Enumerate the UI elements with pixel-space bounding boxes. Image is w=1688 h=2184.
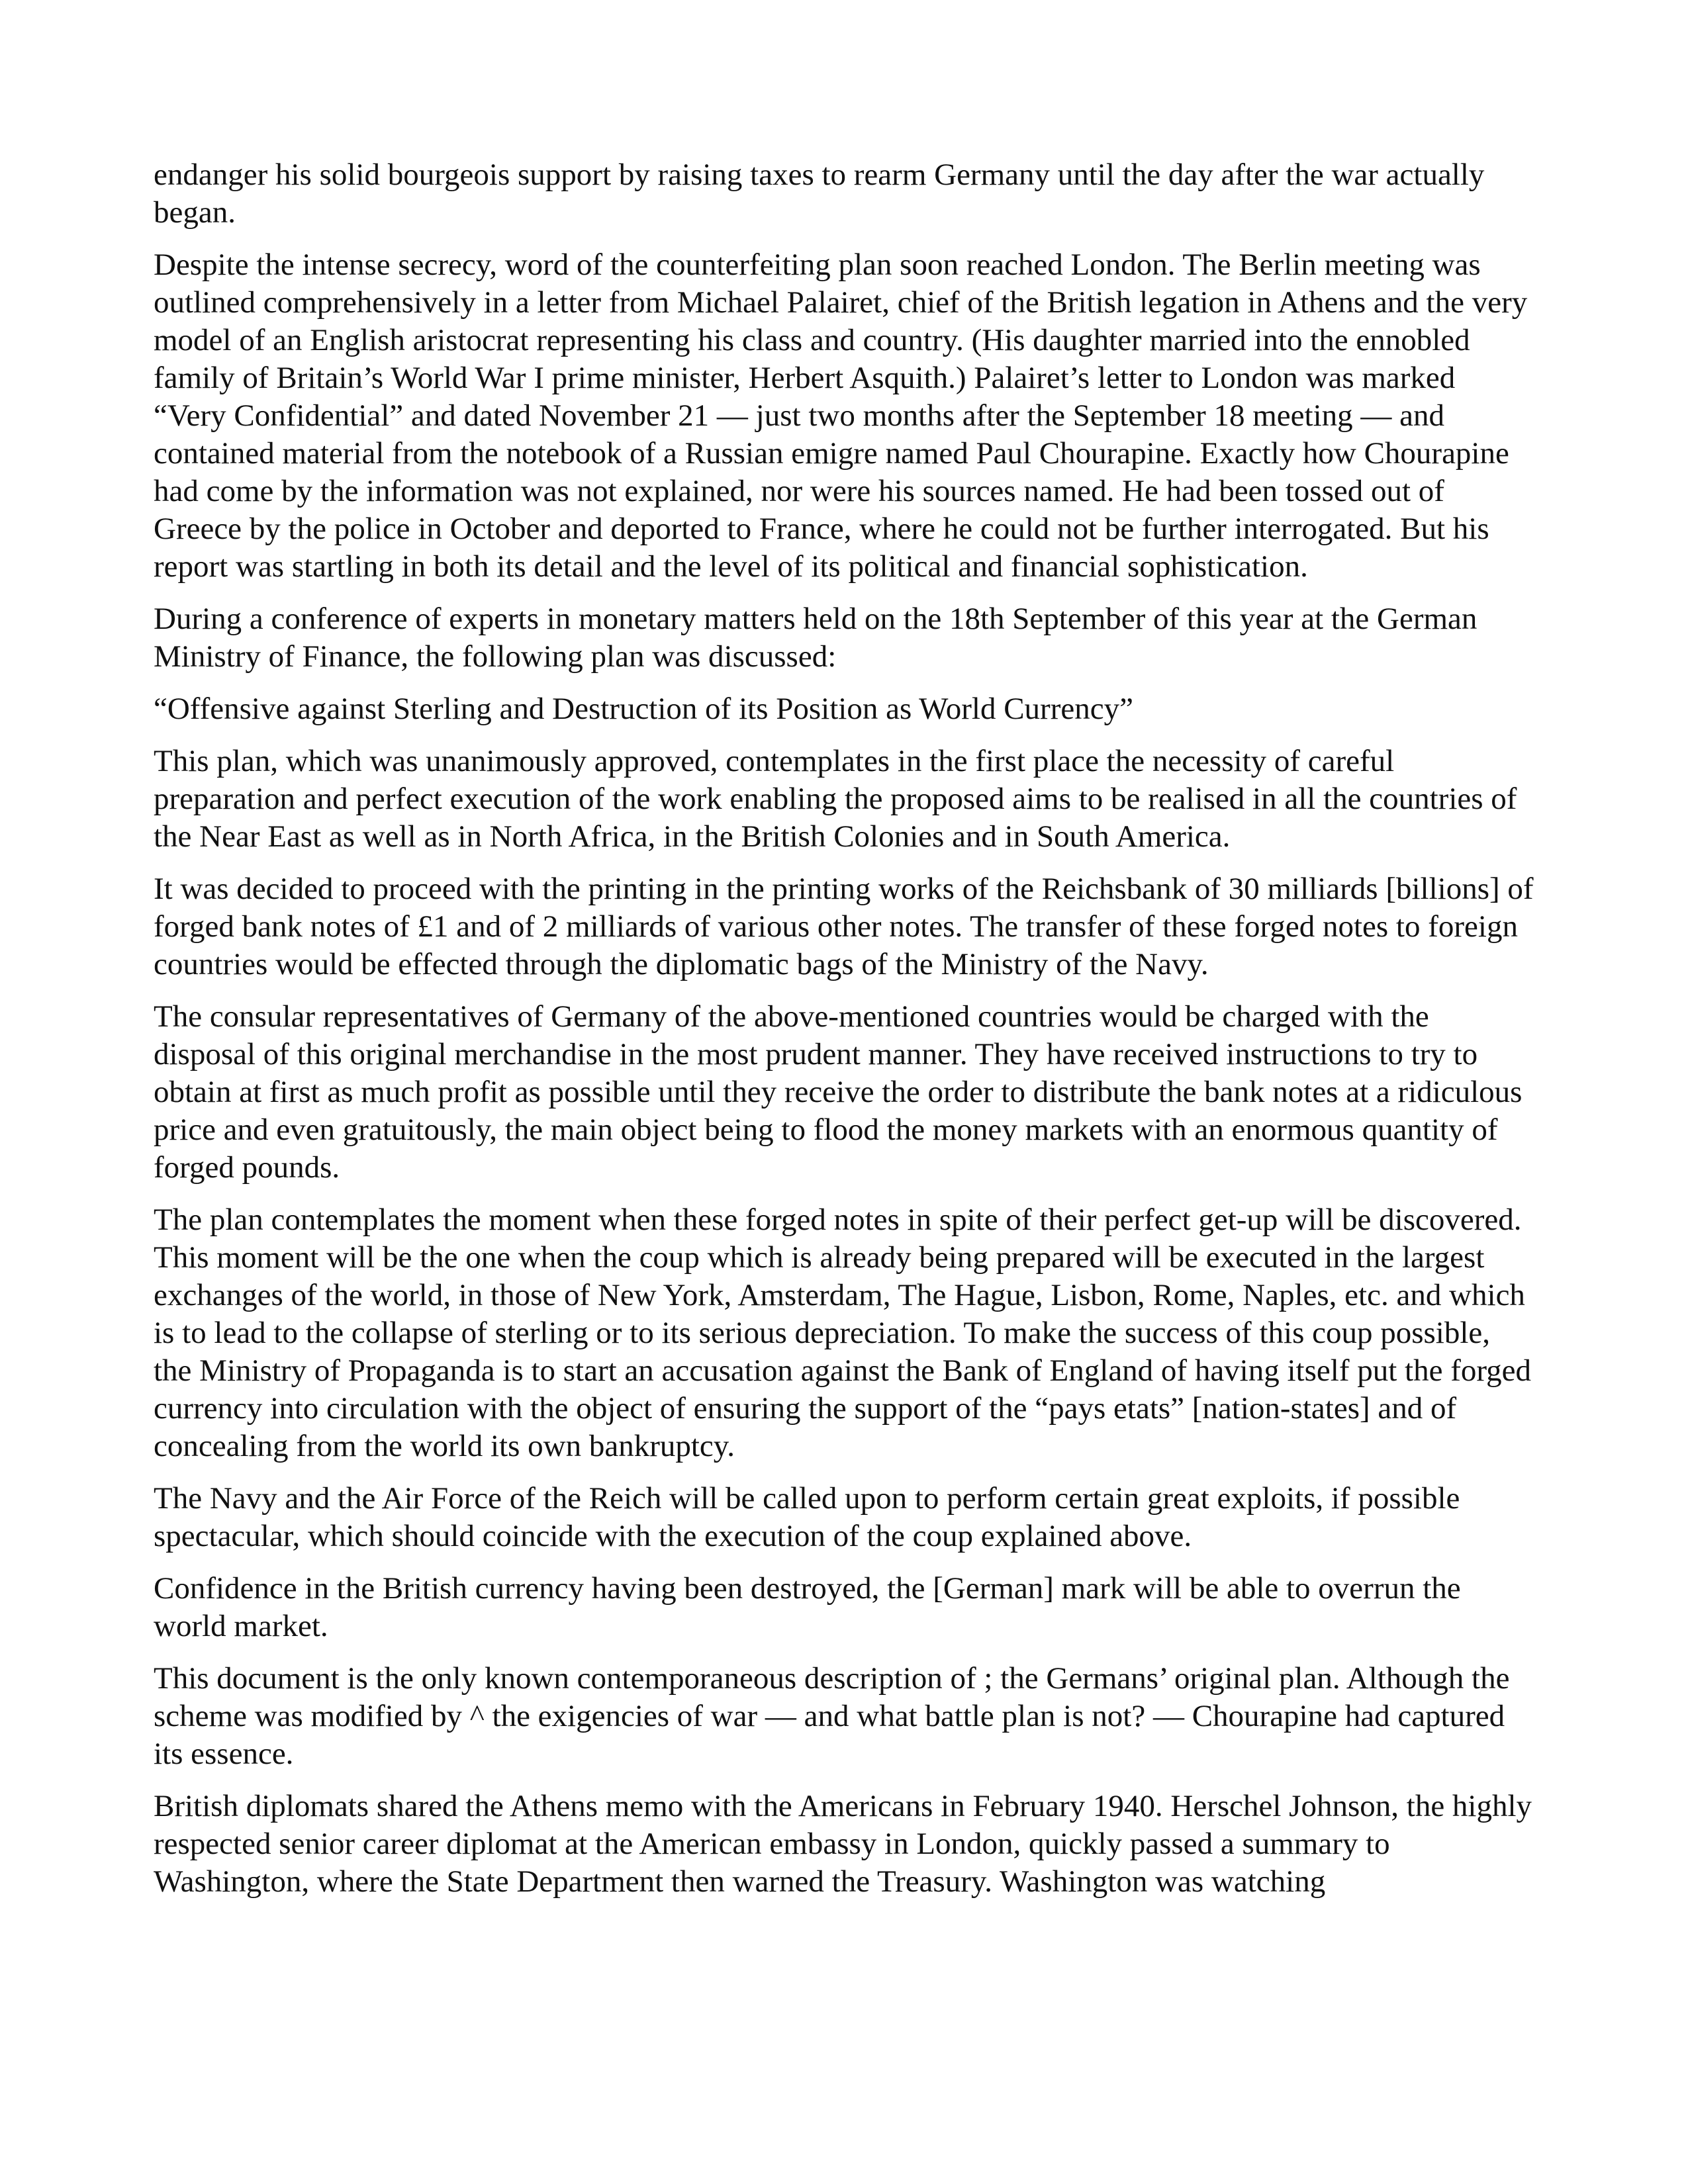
paragraph: The consular representatives of Germany of the above-mentioned countries would be charged with the disposal of this original merchandise in the most prudent manner. They have received instructions to try to obtain at first as much profit as possible until they receive the order to distribute the bank notes at a ridiculous price and even gratuitously, the main object being to flood the money markets with an enormous quantity of forged pounds. (154, 999, 1523, 1185)
paragraph: Despite the intense secrecy, word of the counterfeiting plan soon reached London. The Berlin meeting was outlined comprehensively in a letter from Michael Palairet, chief of the British legation in Athens and the very model of an English aristocrat representing his class and country. (His daughter married into the ennobled family of Britain’s World War I prime minister, Herbert Asquith.) Palairet’s letter to London was marked “Very Confidential” and dated November 21 — just two months after the September 18 meeting — and contained material from the notebook of a Russian emigre named Paul Chourapine. Exactly how Chourapine had come by the information was not explained, nor were his sources named. He had been tossed out of Greece by the police in October and deported to France, where he could not be further interrogated. But his report was startling in both its detail and the level of its political and financial sophistication. (154, 248, 1528, 584)
paragraph: Confidence in the British currency having been destroyed, the [German] mark will be able to overrun the world market. (154, 1571, 1461, 1643)
paragraph: British diplomats shared the Athens memo with the Americans in February 1940. Herschel Johnson, the highly respected senior career diplomat at the American embassy in London, quickly passed a summary to Washington, where the State Department then warned the Treasury. Washington was watching (154, 1789, 1532, 1899)
paragraph: This document is the only known contemporaneous description of ; the Germans’ original plan. Although the scheme was modified by ^ the exigencies of war — and what battle plan is not? — Chourapine had captured its essence. (154, 1661, 1510, 1771)
paragraph: This plan, which was unanimously approved, contemplates in the first place the necessity of careful preparation and perfect execution of the work enabling the proposed aims to be realised in all the countries of the Near East as well as in North Africa, in the British Colonies and in South America. (154, 744, 1517, 854)
paragraph: The plan contemplates the moment when these forged notes in spite of their perfect get-up will be discovered. This moment will be the one when the coup which is already being prepared will be executed in the largest exchanges of the world, in those of New York, Amsterdam, The Hague, Lisbon, Rome, Naples, etc. and which is to lead to the collapse of sterling or to its serious depreciation. To make the success of this coup possible, the Ministry of Propaganda is to start an accusation against the Bank of England of having itself put the forged currency into circulation with the object of ensuring the support of the “pays etats” [nation-states] and of concealing from the world its own bankruptcy. (154, 1203, 1532, 1463)
paragraph: endanger his solid bourgeois support by raising taxes to rearm Germany until the day after the war actually began. (154, 158, 1485, 230)
paragraph: During a conference of experts in monetary matters held on the 18th September of this year at the German Ministry of Finance, the following plan was discussed: (154, 602, 1477, 674)
paragraph: It was decided to proceed with the printing in the printing works of the Reichsbank of 30 milliards [billions] of forged bank notes of £1 and of 2 milliards of various other notes. The transfer of these forged notes to foreign countries would be effected through the diplomatic bags of the Ministry of the Navy. (154, 872, 1534, 981)
paragraph: The Navy and the Air Force of the Reich will be called upon to perform certain great exploits, if possible spectacular, which should coincide with the execution of the coup explained above. (154, 1481, 1460, 1553)
paragraph: “Offensive against Sterling and Destruction of its Position as World Currency” (154, 692, 1133, 726)
document-page (154, 156, 1534, 1915)
